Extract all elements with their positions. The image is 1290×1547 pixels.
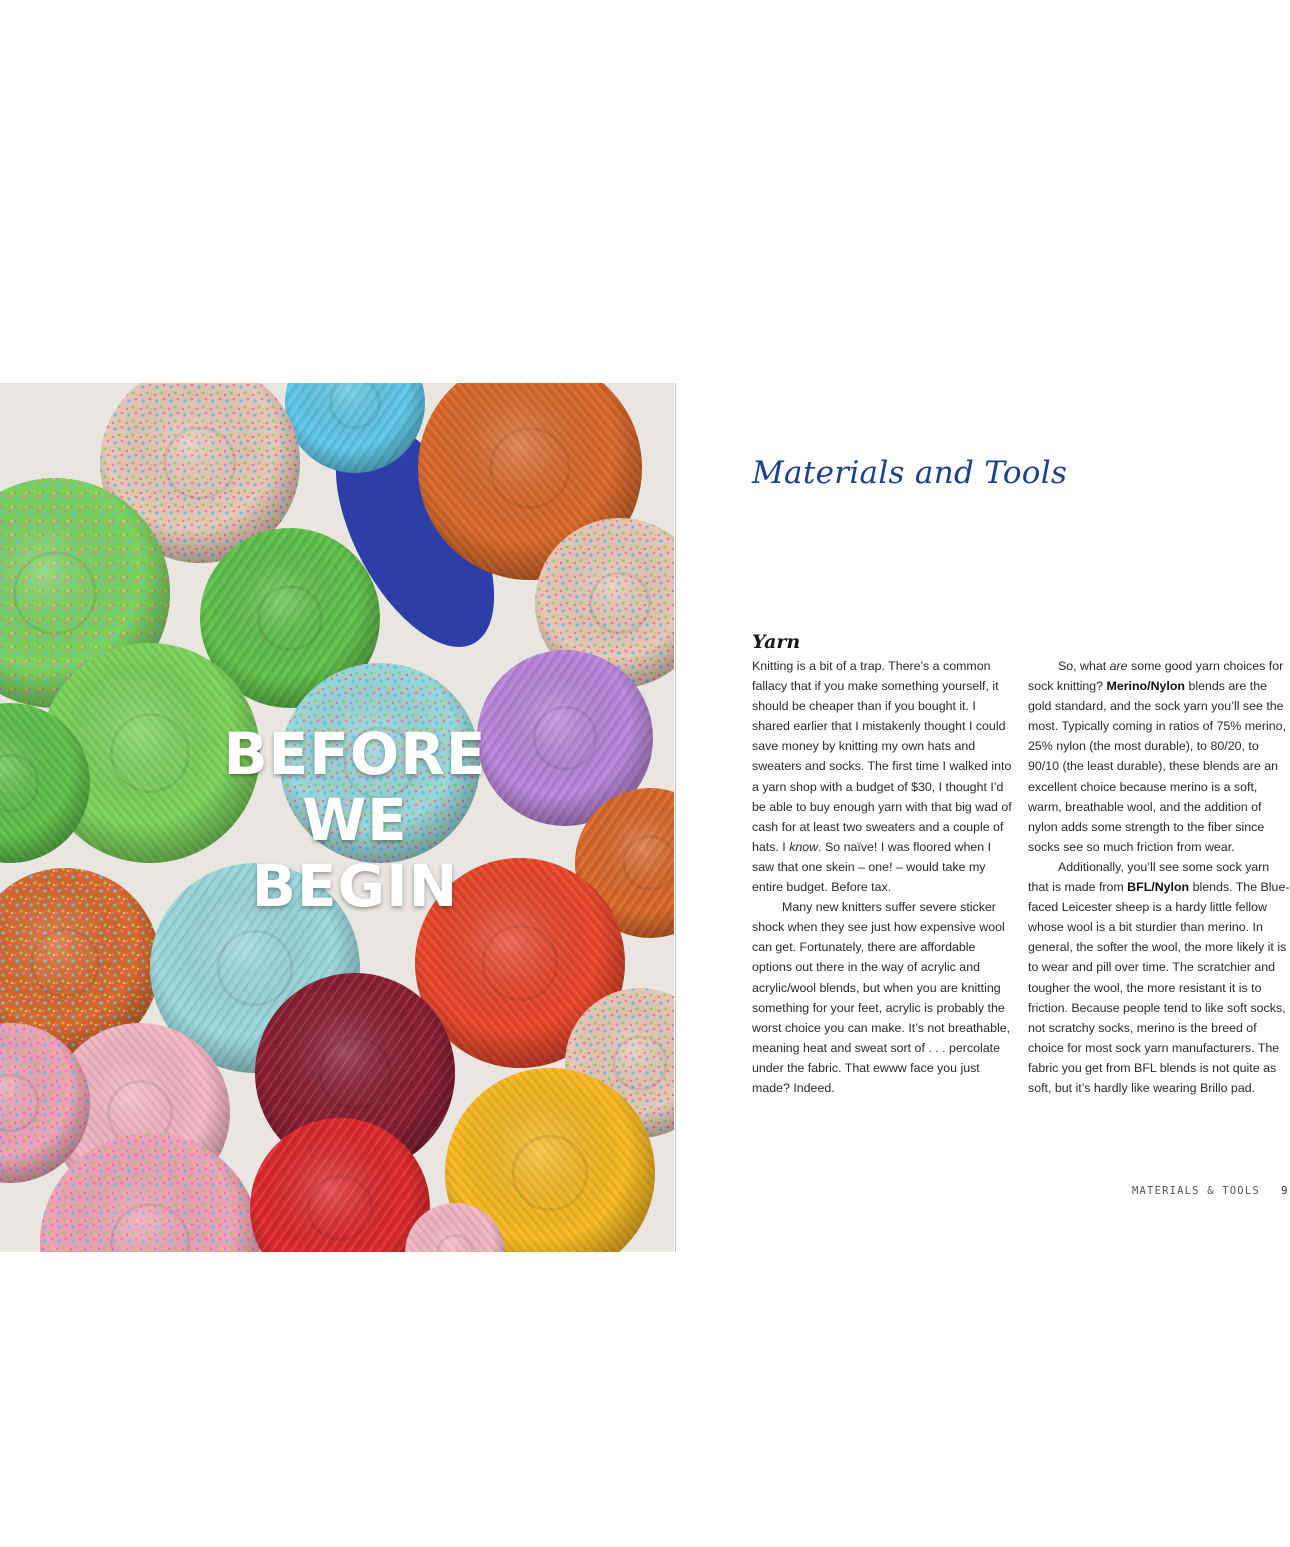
paragraph-4	[1028, 857, 1290, 1098]
paragraph-4-text-start: Additionally, you’ll see some sock yarn that is made from	[1028, 859, 1270, 895]
text-column-2	[1028, 656, 1290, 1098]
paragraph-1-text-end: . So naïve! I was floored when I saw that one skein – one! – would take my entire budget. Before tax.	[752, 839, 992, 895]
paragraph-1-emphasis: know	[789, 839, 819, 854]
paragraph-3-text-end: blends are the gold standard, and the sock yarn you’ll see the most. Typically coming in ratios of 75% merino, 25% nylon (the most durable), to 80/20, to 90/10 (the least durable), these blends are an excellent choice because merino is a soft, warm, breathable wool, and the addition of nylon adds some strength to the fiber since socks see so much friction from wear.	[1028, 679, 1287, 854]
chapter-title: Materials and Tools	[752, 455, 1068, 491]
paragraph-4-text-end: blends. The Blue-faced Leicester sheep is a hardy little fellow whose wool is a bit sturdier than merino. In general, the softer the wool, the more likely it is to wear and pill over time. The scratchier and tougher the wool, the more resistant it is to friction. Because people tend to like soft socks, not scratchy socks, merino is the breed of choice for most sock yarn manufacturers. The fabric you get from BFL blends is not quite as soft, but it’s hardly like wearing Brillo pad.	[1028, 880, 1290, 1095]
paragraph-1	[752, 656, 1014, 897]
text-column-1	[752, 656, 1014, 1098]
running-footer: MATERIALS & TOOLS	[1132, 1185, 1260, 1197]
yarn-photo-page	[0, 383, 674, 1252]
photo-title-line-2: WE BEGIN	[251, 786, 459, 920]
paragraph-1-text: Knitting is a bit of a trap. There’s a common fallacy that if you make something yourself, it should be cheaper than if you bought it. I shared earlier that I mistakenly thought I could save money by knitting my own hats and sweaters and socks. The first time I walked into a yarn shop with a budget of $30, I thought I’d be able to buy enough yarn with that big wad of cash for at least two sweaters and a couple of hats. I	[752, 659, 1012, 854]
section-heading-yarn: Yarn	[752, 631, 801, 653]
page-number: 9	[1281, 1184, 1288, 1197]
photo-title-line-1: BEFORE	[223, 720, 487, 788]
paragraph-3-text-start: So, what	[1058, 659, 1110, 673]
paragraph-3-text-mid: some good yarn choices for sock knitting?	[1028, 659, 1284, 694]
paragraph-2: Many new knitters suffer severe sticker shock when they see just how expensive wool can get. Fortunately, there are affordable options out there in the way of acrylic and acrylic/wool blends, but when you are knitting something for your feet, acrylic is probably the worst choice you can make. It’s not breathable, meaning heat and sweat sort of . . . percolate under the fabric. That ewww face you just made? Indeed.	[752, 900, 1011, 1095]
photo-title	[190, 721, 520, 919]
book-spread	[0, 383, 1290, 1252]
text-page	[676, 383, 1290, 1252]
term-bfl-nylon: BFL/Nylon	[1127, 880, 1190, 895]
term-merino-nylon: Merino/Nylon	[1106, 679, 1185, 694]
paragraph-3-emphasis: are	[1109, 659, 1128, 673]
paragraph-3	[1028, 656, 1290, 857]
